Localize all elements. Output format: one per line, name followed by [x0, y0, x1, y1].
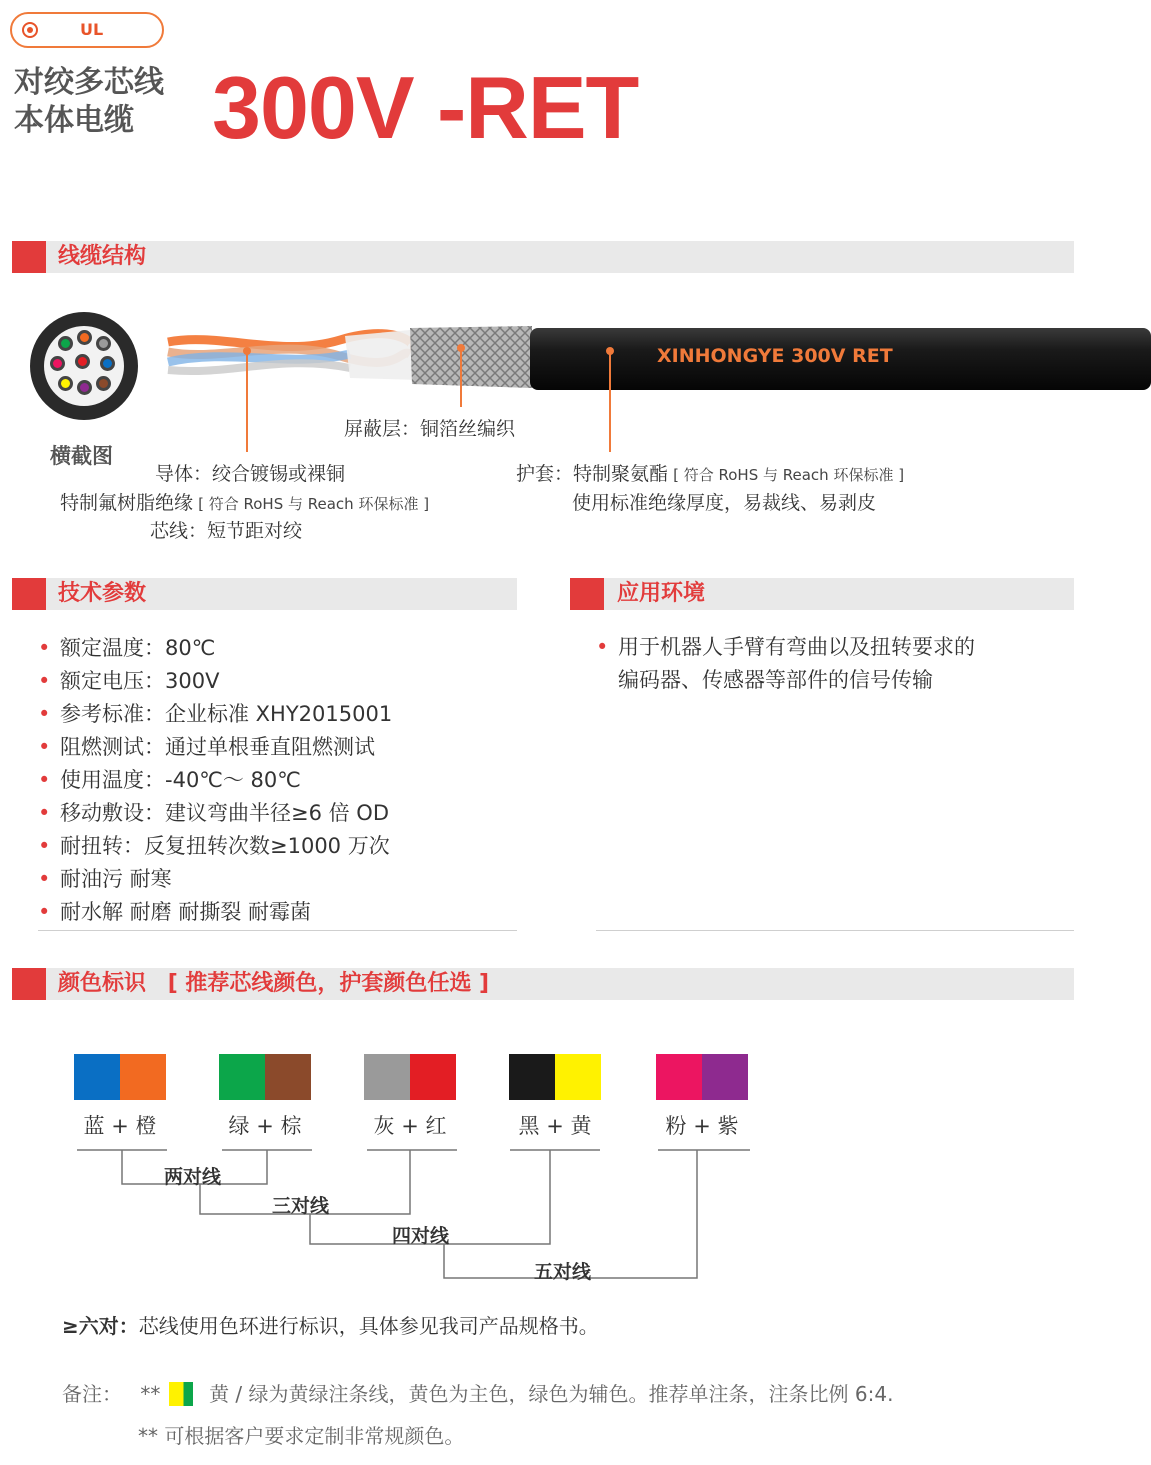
- remark-line1: [62, 1378, 893, 1407]
- sheath-line2: 使用标准绝缘厚度，易裁线、易剥皮: [572, 492, 877, 514]
- core-icon: [100, 356, 115, 371]
- core-label: 芯线：短节距对绞: [150, 520, 303, 542]
- application-section-title: 应用环境: [617, 581, 706, 606]
- list-item: • 耐水解 耐磨 耐撕裂 耐霉菌: [38, 896, 392, 929]
- application-divider: [596, 930, 1074, 931]
- structure-section-bar: [12, 241, 1074, 273]
- product-model: 300V -RET: [212, 58, 639, 157]
- list-item: [596, 631, 975, 697]
- ul-dot-icon: [22, 22, 38, 38]
- braid-layer: [410, 326, 532, 388]
- group-label: 两对线: [164, 1166, 222, 1188]
- cable-illustration: [160, 318, 1151, 398]
- section-marker-icon: [12, 241, 46, 273]
- color-swatch: [555, 1054, 601, 1100]
- core-icon: [77, 330, 92, 345]
- remark-text1: 黄 / 绿为黄绿注条线，黄色为主色，绿色为辅色。推荐单注条，注条比例 6:4.: [209, 1382, 894, 1406]
- core-icon: [58, 336, 73, 351]
- title-line2: 本体电缆: [14, 103, 134, 138]
- pair-label: 灰 + 红: [373, 1114, 447, 1138]
- pair-label: 黑 + 黄: [518, 1114, 592, 1138]
- six-pair-prefix: ≥六对：: [62, 1314, 139, 1338]
- color-swatch: [364, 1054, 410, 1100]
- application-line2: 编码器、传感器等部件的信号传输: [618, 668, 933, 692]
- section-marker-icon: [12, 968, 46, 1000]
- cross-section-icon: [30, 312, 138, 420]
- remark-stars: **: [140, 1382, 161, 1406]
- tech-section-title: 技术参数: [58, 581, 147, 606]
- conductor-pointer: [246, 352, 248, 452]
- core-icon: [50, 356, 65, 371]
- pair-label: 绿 + 棕: [228, 1114, 302, 1138]
- insulation-note: [ 符合 RoHS 与 Reach 环保标准 ]: [198, 495, 430, 513]
- core-icon: [58, 376, 73, 391]
- ul-badge-label: UL: [80, 20, 104, 39]
- core-icon: [96, 376, 111, 391]
- shield-pointer: [460, 349, 462, 407]
- application-line1: 用于机器人手臂有弯曲以及扭转要求的: [618, 635, 975, 659]
- sheath-label: [516, 459, 904, 486]
- section-marker-icon: [12, 578, 46, 610]
- list-item: • 阻燃测试：通过单根垂直阻燃测试: [38, 731, 392, 764]
- insulation-label: [60, 488, 429, 515]
- sheath-note: [ 符合 RoHS 与 Reach 环保标准 ]: [673, 466, 905, 484]
- sheath-main: 护套：特制聚氨酯: [516, 463, 669, 485]
- cross-section-label: 横截图: [50, 444, 113, 468]
- list-item: • 额定电压：300V: [38, 665, 392, 698]
- color-swatch: [265, 1054, 311, 1100]
- tech-list: [38, 632, 392, 929]
- title-line1: 对绞多芯线: [14, 65, 164, 100]
- pair-label: 粉 + 紫: [665, 1114, 739, 1138]
- jacket-print: XINHONGYE 300V RET: [657, 345, 893, 367]
- shield-label: 屏蔽层：铜箔丝编织: [344, 418, 516, 440]
- six-pair-text: 芯线使用色环进行标识，具体参见我司产品规格书。: [138, 1314, 599, 1338]
- group-label: 三对线: [272, 1195, 330, 1217]
- color-swatch: [74, 1054, 120, 1100]
- list-item: • 参考标准：企业标准 XHY2015001: [38, 698, 392, 731]
- colors-title: 颜色标识: [58, 971, 147, 996]
- colors-note: [ 推荐芯线颜色，护套颜色任选 ]: [167, 971, 490, 996]
- group-label: 四对线: [392, 1225, 450, 1247]
- foil-layer: [345, 330, 420, 380]
- color-swatch: [509, 1054, 555, 1100]
- cross-section-inner: [44, 326, 124, 406]
- structure-section-title: 线缆结构: [58, 244, 147, 269]
- yellow-green-swatch-icon: [169, 1382, 193, 1406]
- application-list: [596, 631, 975, 697]
- list-item: • 使用温度：-40℃～ 80℃: [38, 764, 392, 797]
- color-swatch: [410, 1054, 456, 1100]
- color-swatch: [702, 1054, 748, 1100]
- conductor-label: 导体：绞合镀锡或裸铜: [155, 463, 346, 485]
- six-pair-note: [62, 1310, 599, 1339]
- tech-divider: [38, 930, 517, 931]
- pair-label: 蓝 + 橙: [83, 1114, 157, 1138]
- list-item: • 额定温度：80℃: [38, 632, 392, 665]
- sheath-pointer: [609, 352, 611, 452]
- list-item: • 耐扭转：反复扭转次数≥1000 万次: [38, 830, 392, 863]
- insulation-main: 特制氟树脂绝缘: [60, 492, 194, 514]
- color-swatch: [219, 1054, 265, 1100]
- wire-gray: [168, 363, 350, 371]
- ul-badge: [10, 12, 164, 48]
- core-icon: [96, 336, 111, 351]
- color-swatch: [120, 1054, 166, 1100]
- remark-label: 备注：: [62, 1382, 122, 1406]
- group-label: 五对线: [534, 1261, 592, 1283]
- product-category: [14, 64, 164, 140]
- core-icon: [77, 380, 92, 395]
- colors-section-title: [58, 968, 489, 1000]
- list-item: • 移动敷设：建议弯曲半径≥6 倍 OD: [38, 797, 392, 830]
- section-marker-icon: [570, 578, 604, 610]
- core-icon: [75, 354, 90, 369]
- list-item: • 耐油污 耐寒: [38, 863, 392, 896]
- remark-line2: ** 可根据客户要求定制非常规颜色。: [138, 1424, 465, 1448]
- color-swatch: [656, 1054, 702, 1100]
